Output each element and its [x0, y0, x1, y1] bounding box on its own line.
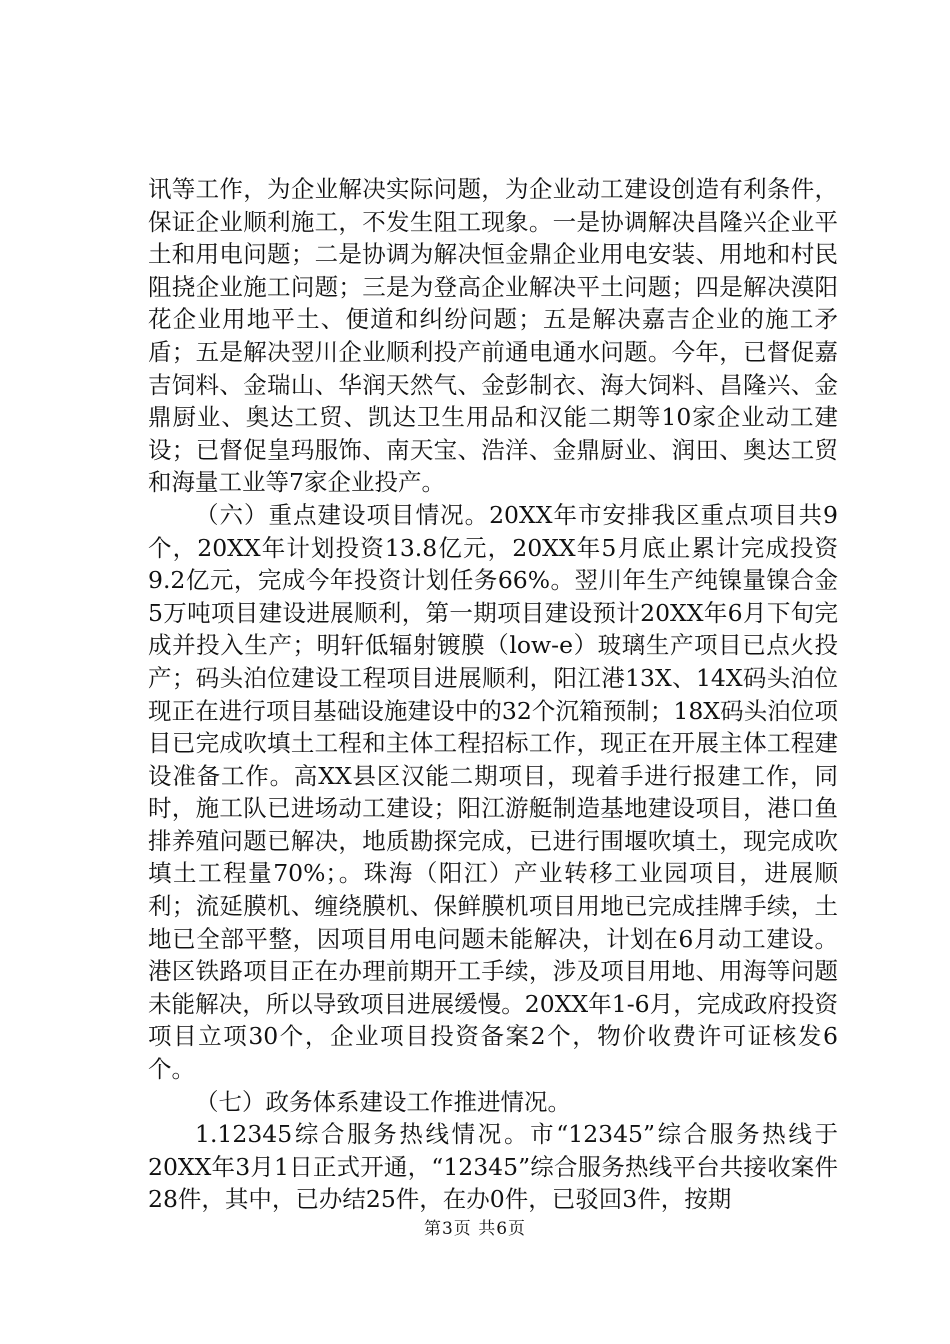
section-heading-government-system: （七）政务体系建设工作推进情况。 — [195, 1087, 571, 1116]
page-number-footer: 第3页 共6页 — [423, 1219, 527, 1239]
paragraph-key-projects: （六）重点建设项目情况。20XX年市安排我区重点项目共9个，20XX年计划投资13.8亿元，20XX年5月底止累计完成投资9.2亿元，完成今年投资计划任务66%。翌川年生产纯镍量镍合金5万吨项目建设进展顺利，第一期项目建设预计20XX年6月下旬完成并投入生产；明轩低辐射镀膜（low-e）玻璃生产项目已点火投产；码头泊位建设工程项目进展顺利，阳江港13X、14X码头泊位现正在进行项目基础设施建设中的32个沉箱预制；18X码头泊位项目已完成吹填土工程和主体工程招标工作，现正在开展主体工程建设准备工作。高XX县区汉能二期项目，现着手进行报建工作，同时，施工队已进场动工建设；阳江游艇制造基地建设项目，港口鱼排养殖问题已解决，地质勘探完成，已进行围堰吹填土，现完成吹填土工程量70%；。珠海（阳江）产业转移工业园项目，进展顺利；流延膜机、缠绕膜机、保鲜膜机项目用地已完成挂牌手续，土地已全部平整，因项目用电问题未能解决，计划在6月动工建设。港区铁路项目正在办理前期开工手续，涉及项目用地、用海等问题未能解决，所以导致项目进展缓慢。20XX年1-6月，完成政府投资项目立项30个，企业项目投资备案2个，物价收费许可证核发6个。 — [148, 500, 838, 1084]
paragraph-continuation: 讯等工作，为企业解决实际问题，为企业动工建设创造有利条件，保证企业顺利施工，不发生阻工现象。一是协调解决昌隆兴企业平土和用电问题；二是协调为解决恒金鼎企业用电安装、用地和村民阻挠企业施工问题；三是为登高企业解决平土问题；四是解决漠阳花企业用地平土、便道和纠纷问题；五是解决嘉吉企业的施工矛盾；五是解决翌川企业顺利投产前通电通水问题。今年，已督促嘉吉饲料、金瑞山、华润天然气、金彭制衣、海大饲料、昌隆兴、金鼎厨业、奥达工贸、凯达卫生用品和汉能二期等10家企业动工建设；已督促皇玛服饰、南天宝、浩洋、金鼎厨业、润田、奥达工贸和海量工业等7家企业投产。 — [148, 175, 838, 497]
document-body — [148, 173, 838, 1216]
paragraph-hotline: 1.12345综合服务热线情况。市“12345”综合服务热线于20XX年3月1日正式开通，“12345”综合服务热线平台共接收案件28件，其中，已办结25件，在办0件，已驳回3件，按期 — [148, 1120, 838, 1214]
